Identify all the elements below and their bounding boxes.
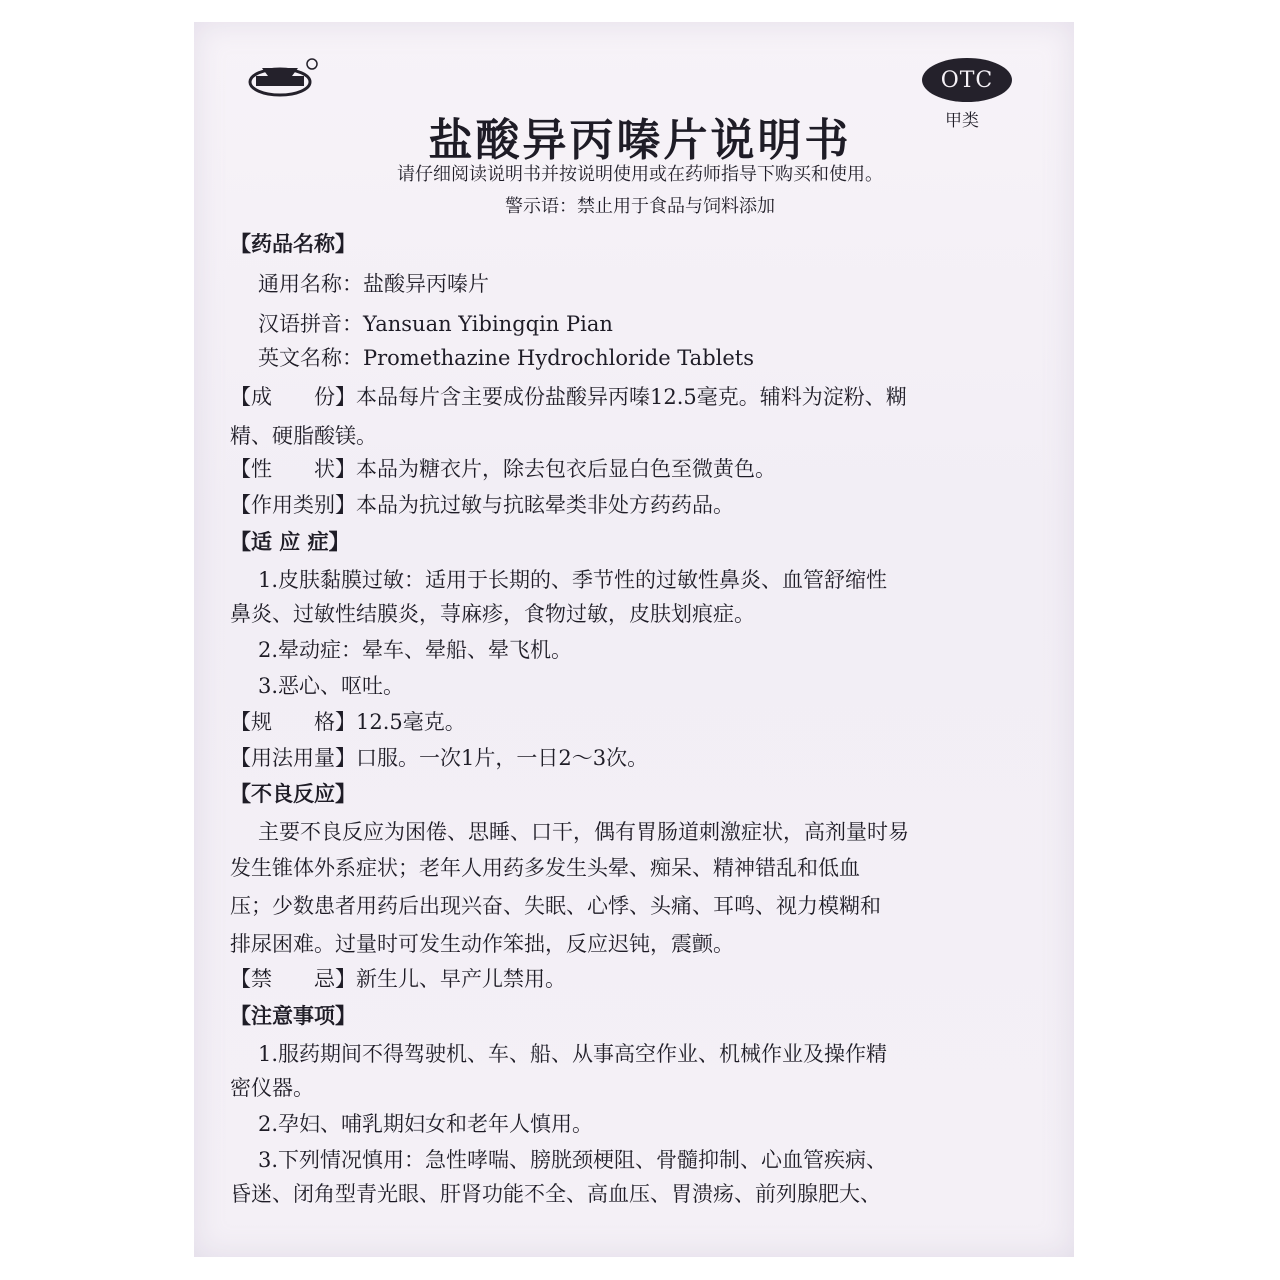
specification-line: 【规 格】12.5毫克。 bbox=[230, 710, 466, 734]
composition-line: 【成 份】本品每片含主要成份盐酸异丙嗪12.5毫克。辅料为淀粉、糊 bbox=[230, 385, 907, 409]
precaution-item-3-cont: 昏迷、闭角型青光眼、肝肾功能不全、高血压、胃溃疡、前列腺肥大、 bbox=[230, 1182, 881, 1206]
otc-badge bbox=[922, 58, 1012, 102]
contraindication-line: 【禁 忌】新生儿、早产儿禁用。 bbox=[230, 967, 566, 991]
section-header-adverse-reactions: 【不良反应】 bbox=[230, 781, 356, 806]
pinyin-name-line: 汉语拼音：Yansuan Yibingqin Pian bbox=[258, 312, 613, 336]
otc-class-label: 甲类 bbox=[945, 111, 979, 131]
precaution-item-3: 3.下列情况慎用：急性哮喘、膀胱颈梗阻、骨髓抑制、心血管疾病、 bbox=[258, 1148, 888, 1172]
section-header-drug-name: 【药品名称】 bbox=[230, 231, 356, 256]
warning-statement: 警示语：禁止用于食品与饲料添加 bbox=[505, 196, 775, 217]
section-header-precautions: 【注意事项】 bbox=[230, 1003, 356, 1028]
dosage-line: 【用法用量】口服。一次1片，一日2～3次。 bbox=[230, 746, 649, 770]
document-title: 盐酸异丙嗪片说明书 bbox=[428, 115, 852, 166]
english-name-line: 英文名称：Promethazine Hydrochloride Tablets bbox=[258, 346, 754, 370]
reading-instruction: 请仔细阅读说明书并按说明使用或在药师指导下购买和使用。 bbox=[397, 164, 883, 185]
adverse-reaction-line-4: 排尿困难。过量时可发生动作笨拙，反应迟钝，震颤。 bbox=[230, 932, 734, 956]
otc-label: OTC bbox=[940, 67, 994, 93]
adverse-reaction-line-2: 发生锥体外系症状；老年人用药多发生头晕、痴呆、精神错乱和低血 bbox=[230, 856, 860, 880]
description-line: 【性 状】本品为糖衣片，除去包衣后显白色至微黄色。 bbox=[230, 457, 776, 481]
manufacturer-logo-icon bbox=[248, 56, 320, 98]
indication-item-1-cont: 鼻炎、过敏性结膜炎，荨麻疹，食物过敏，皮肤划痕症。 bbox=[230, 602, 755, 626]
indication-item-3: 3.恶心、呕吐。 bbox=[258, 674, 405, 698]
category-line: 【作用类别】本品为抗过敏与抗眩晕类非处方药药品。 bbox=[230, 493, 734, 517]
adverse-reaction-line-1: 主要不良反应为困倦、思睡、口干，偶有胃肠道刺激症状，高剂量时易 bbox=[258, 820, 909, 844]
indication-item-2: 2.晕动症：晕车、晕船、晕飞机。 bbox=[258, 638, 573, 662]
composition-line-cont: 精、硬脂酸镁。 bbox=[230, 424, 377, 448]
section-header-indications: 【适 应 症】 bbox=[230, 529, 350, 554]
precaution-item-2: 2.孕妇、哺乳期妇女和老年人慎用。 bbox=[258, 1112, 594, 1136]
indication-item-1: 1.皮肤黏膜过敏：适用于长期的、季节性的过敏性鼻炎、血管舒缩性 bbox=[258, 568, 888, 592]
precaution-item-1: 1.服药期间不得驾驶机、车、船、从事高空作业、机械作业及操作精 bbox=[258, 1042, 888, 1066]
generic-name-line: 通用名称：盐酸异丙嗪片 bbox=[258, 272, 489, 296]
precaution-item-1-cont: 密仪器。 bbox=[230, 1076, 314, 1100]
adverse-reaction-line-3: 压；少数患者用药后出现兴奋、失眠、心悸、头痛、耳鸣、视力模糊和 bbox=[230, 894, 881, 918]
